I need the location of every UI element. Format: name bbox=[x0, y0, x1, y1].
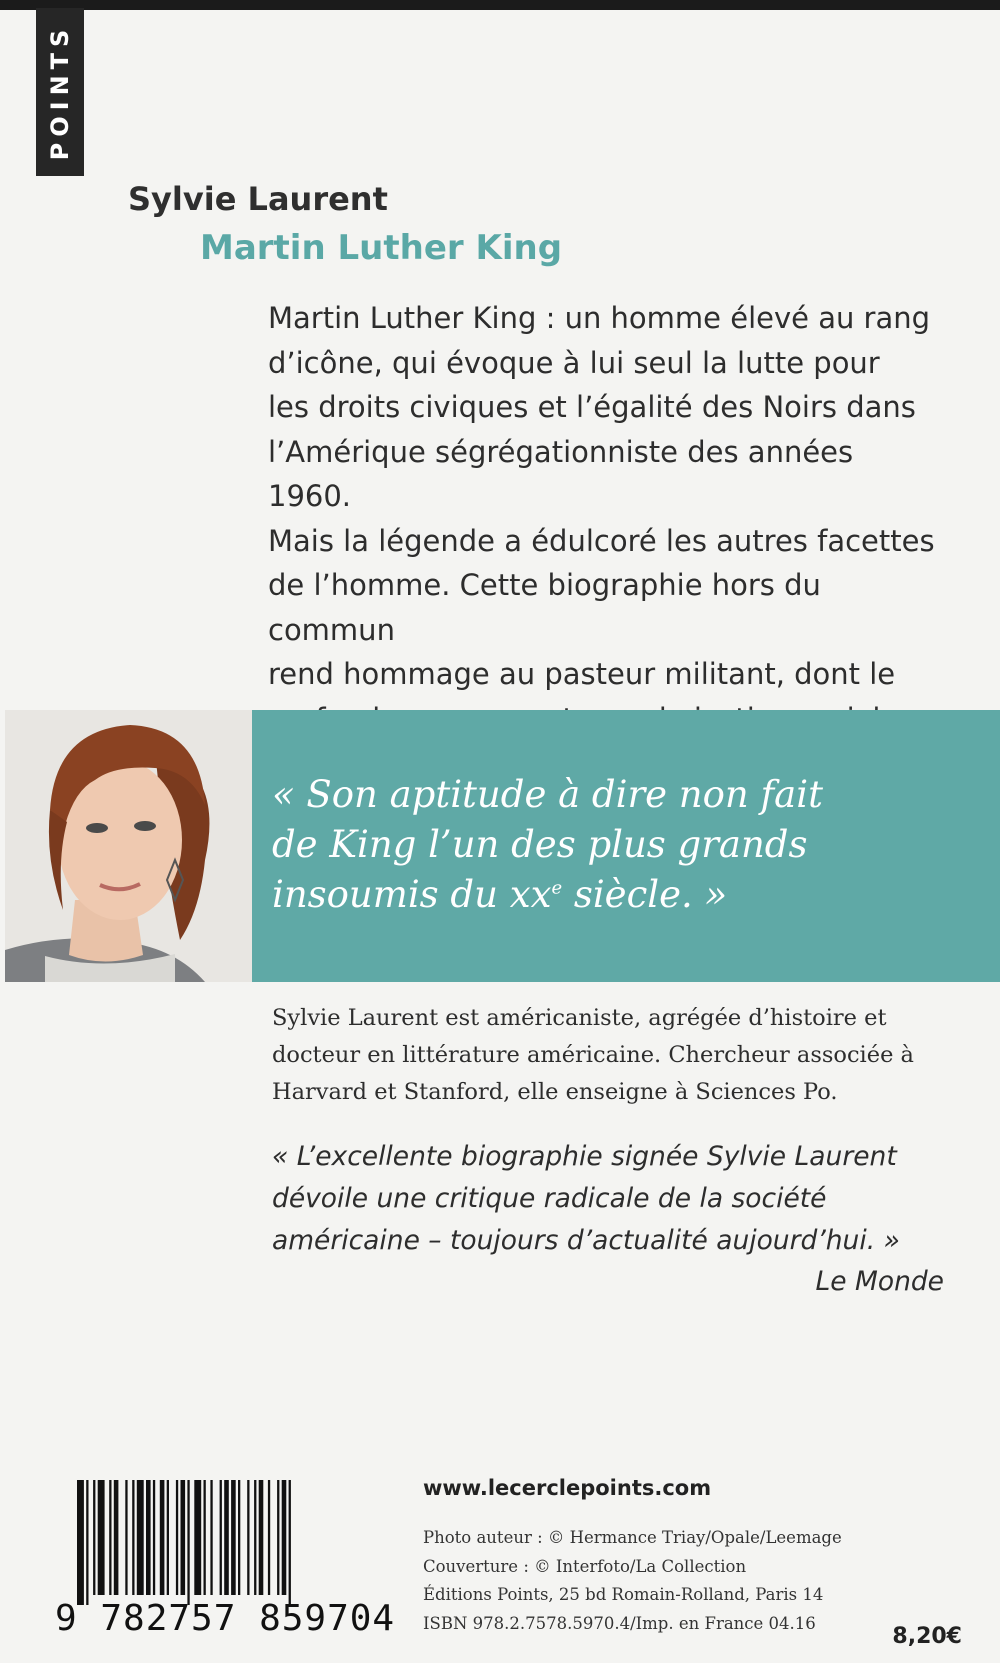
barcode-bar bbox=[167, 1480, 169, 1595]
barcode-bar bbox=[277, 1480, 279, 1595]
barcode-bar bbox=[137, 1480, 144, 1595]
blurb-line: l’Amérique ségrégationniste des années 1960. bbox=[268, 434, 854, 513]
barcode-bar bbox=[289, 1480, 291, 1605]
barcode-bar bbox=[259, 1480, 264, 1595]
author-photo bbox=[5, 710, 252, 982]
pull-quote-line bbox=[272, 870, 972, 920]
pull-quote bbox=[272, 770, 972, 920]
credit-line: ISBN 978.2.7578.5970.4/Imp. en France 04.16 bbox=[423, 1613, 816, 1633]
barcode-bar bbox=[98, 1480, 105, 1595]
pull-quote-text: siècle. » bbox=[562, 873, 728, 916]
barcode-bar bbox=[210, 1480, 212, 1595]
blurb-line: les droits civiques et l’égalité des Noirs dans bbox=[268, 390, 916, 424]
barcode-bar bbox=[220, 1480, 222, 1595]
barcode-bar bbox=[204, 1480, 206, 1595]
pull-quote-line: « Son aptitude à dire non fait bbox=[272, 773, 823, 816]
credit-line: Photo auteur : © Hermance Triay/Opale/Leemage bbox=[423, 1528, 842, 1547]
bio-line: Sylvie Laurent est américaniste, agrégée d’histoire et bbox=[272, 1005, 887, 1031]
book-title: Martin Luther King bbox=[200, 228, 563, 268]
blurb-line: rend hommage au pasteur militant, dont le bbox=[268, 657, 896, 691]
credit-line: Couverture : © Interfoto/La Collection bbox=[423, 1556, 747, 1576]
barcode-bar bbox=[160, 1480, 165, 1595]
barcode-bar bbox=[231, 1480, 236, 1595]
barcode-bar bbox=[86, 1480, 88, 1605]
blurb-line: Mais la légende a édulcoré les autres facettes bbox=[268, 523, 935, 558]
barcode-bar bbox=[268, 1480, 270, 1595]
barcode-bar bbox=[224, 1480, 229, 1595]
review-line: « L’excellente biographie signée Sylvie Laurent bbox=[272, 1141, 897, 1172]
review-source: Le Monde bbox=[815, 1266, 944, 1297]
barcode-bar bbox=[187, 1480, 189, 1605]
barcode-bar bbox=[109, 1480, 111, 1595]
barcode-bar bbox=[153, 1480, 155, 1595]
barcode-bar bbox=[125, 1480, 127, 1595]
bio-line: Harvard et Stanford, elle enseigne à Sciences Po. bbox=[272, 1079, 838, 1105]
barcode-bar bbox=[194, 1480, 201, 1595]
superscript: e bbox=[551, 877, 563, 899]
barcode-bar bbox=[93, 1480, 95, 1595]
bio-line: docteur en littérature américaine. Chercheur associée à bbox=[272, 1042, 914, 1068]
barcode bbox=[55, 1480, 395, 1650]
top-edge-band bbox=[0, 0, 1000, 10]
credits bbox=[423, 1524, 853, 1638]
pull-quote-line: de King l’un des plus grands bbox=[272, 823, 808, 866]
author-portrait-illustration bbox=[5, 710, 252, 982]
press-review bbox=[272, 1136, 972, 1262]
author-bio bbox=[272, 1000, 972, 1111]
review-line: dévoile une critique radicale de la société bbox=[272, 1183, 827, 1214]
credit-line: Éditions Points, 25 bd Romain-Rolland, Paris 14 bbox=[423, 1585, 824, 1604]
author-name: Sylvie Laurent bbox=[128, 180, 388, 218]
blurb-line: d’icône, qui évoque à lui seul la lutte pour bbox=[268, 345, 880, 380]
blurb-line: Martin Luther King : un homme élevé au rang bbox=[268, 301, 931, 335]
price: 8,20€ bbox=[892, 1624, 962, 1649]
barcode-bar bbox=[132, 1480, 134, 1595]
barcode-bar bbox=[181, 1480, 186, 1595]
blurb-line: de l’homme. Cette biographie hors du commun bbox=[268, 568, 821, 647]
barcode-bar bbox=[176, 1480, 178, 1595]
pull-quote-text: insoumis du xx bbox=[272, 873, 552, 916]
barcode-bar bbox=[282, 1480, 287, 1595]
barcode-bar bbox=[77, 1480, 84, 1605]
barcode-bar bbox=[114, 1480, 119, 1595]
publisher-logo bbox=[36, 8, 84, 176]
barcode-bars bbox=[55, 1480, 395, 1605]
review-line: américaine – toujours d’actualité aujourd’hui. » bbox=[272, 1225, 900, 1256]
publisher-website[interactable]: www.lecerclepoints.com bbox=[423, 1476, 712, 1500]
publisher-logo-text: POINTS bbox=[46, 23, 74, 161]
barcode-bar bbox=[247, 1480, 249, 1595]
barcode-bar bbox=[254, 1480, 256, 1595]
barcode-digits: 9 782757 859704 bbox=[55, 1598, 396, 1639]
barcode-bar bbox=[238, 1480, 240, 1595]
barcode-bar bbox=[146, 1480, 151, 1595]
